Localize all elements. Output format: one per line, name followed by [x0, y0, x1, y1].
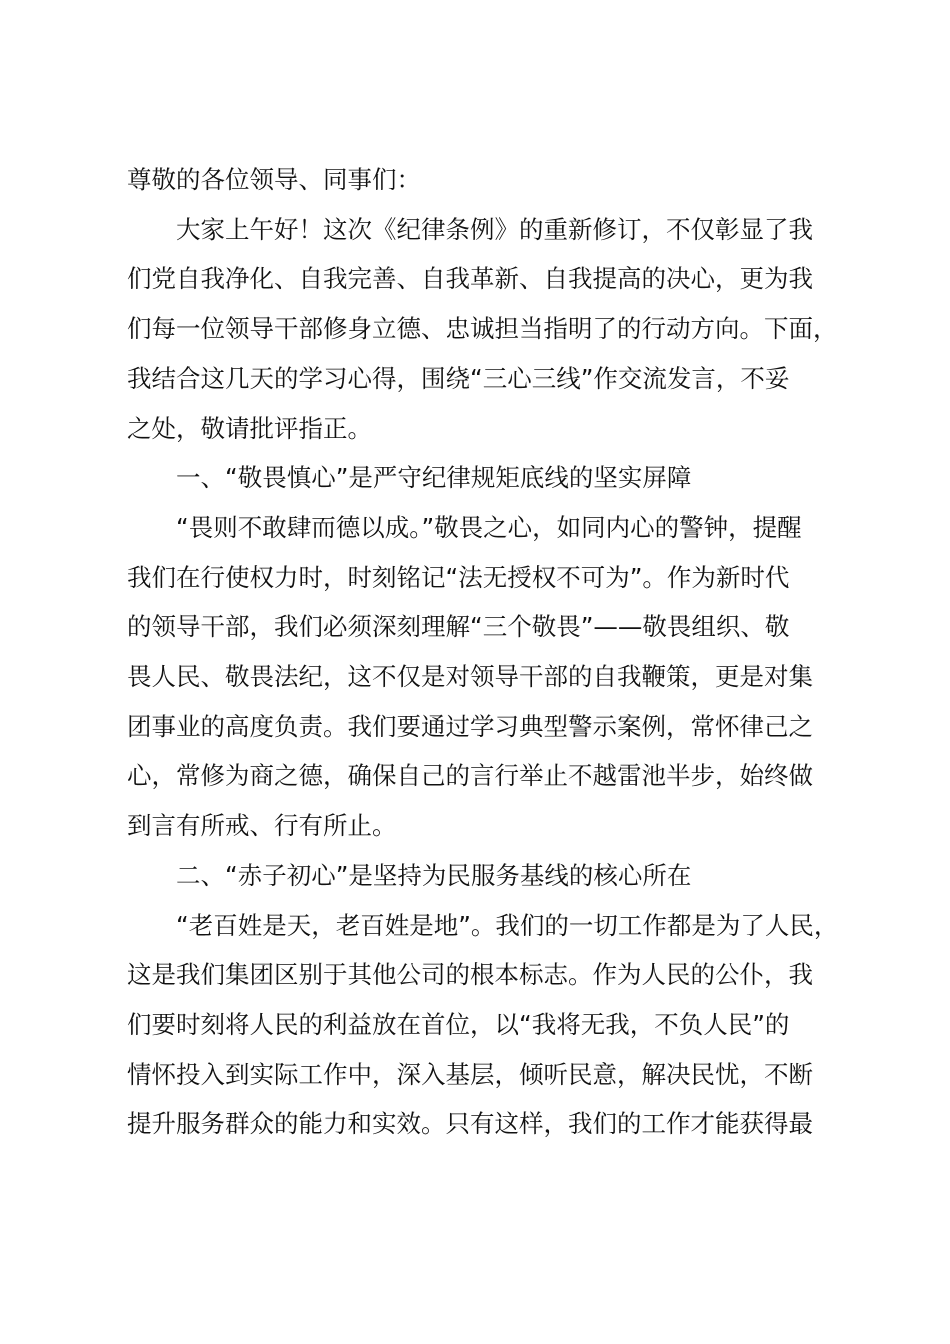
paragraph-line: 提升服务群众的能力和实效。只有这样，我们的工作才能获得最	[127, 1109, 813, 1139]
paragraph-line: 我们在行使权力时，时刻铭记“法无授权不可为”。作为新时代	[127, 562, 790, 592]
paragraph-line: 畏人民、敬畏法纪，这不仅是对领导干部的自我鞭策，更是对集	[127, 662, 813, 692]
paragraph-line: 我结合这几天的学习心得，围绕“三心三线”作交流发言，不妥	[127, 363, 790, 393]
speech-text	[127, 155, 837, 1149]
paragraph-line: 团事业的高度负责。我们要通过学习典型警示案例，常怀律己之	[127, 711, 813, 741]
paragraph-line: 之处，敬请批评指正。	[127, 413, 372, 443]
paragraph-line: 们要时刻将人民的利益放在首位，以“我将无我，不负人民”的	[127, 1009, 790, 1039]
paragraph-line: 的领导干部，我们必须深刻理解“三个敬畏”——敬畏组织、敬	[127, 612, 790, 642]
salutation: 尊敬的各位领导、同事们：	[127, 165, 421, 194]
paragraph-line: “老百姓是天，老百姓是地”。我们的一切工作都是为了人民，	[176, 910, 839, 940]
paragraph-line: 大家上午好！这次《纪律条例》的重新修订，不仅彰显了我	[176, 214, 813, 244]
paragraph-line: 到言有所戒、行有所止。	[127, 811, 397, 841]
paragraph-line: 心，常修为商之德，确保自己的言行举止不越雷池半步，始终做	[127, 761, 813, 791]
paragraph-line: 这是我们集团区别于其他公司的根本标志。作为人民的公仆，我	[127, 960, 813, 990]
section-heading-1: 一、“敬畏慎心”是严守纪律规矩底线的坚实屏障	[176, 463, 692, 493]
paragraph-line: 们每一位领导干部修身立德、忠诚担当指明了的行动方向。下面，	[127, 314, 838, 344]
section-heading-2: 二、“赤子初心”是坚持为民服务基线的核心所在	[176, 860, 692, 890]
paragraph-line: “畏则不敢肆而德以成。”敬畏之心，如同内心的警钟，提醒	[176, 512, 802, 542]
paragraph-line: 情怀投入到实际工作中，深入基层，倾听民意，解决民忧，不断	[127, 1059, 813, 1089]
paragraph-line: 们党自我净化、自我完善、自我革新、自我提高的决心，更为我	[127, 264, 813, 294]
